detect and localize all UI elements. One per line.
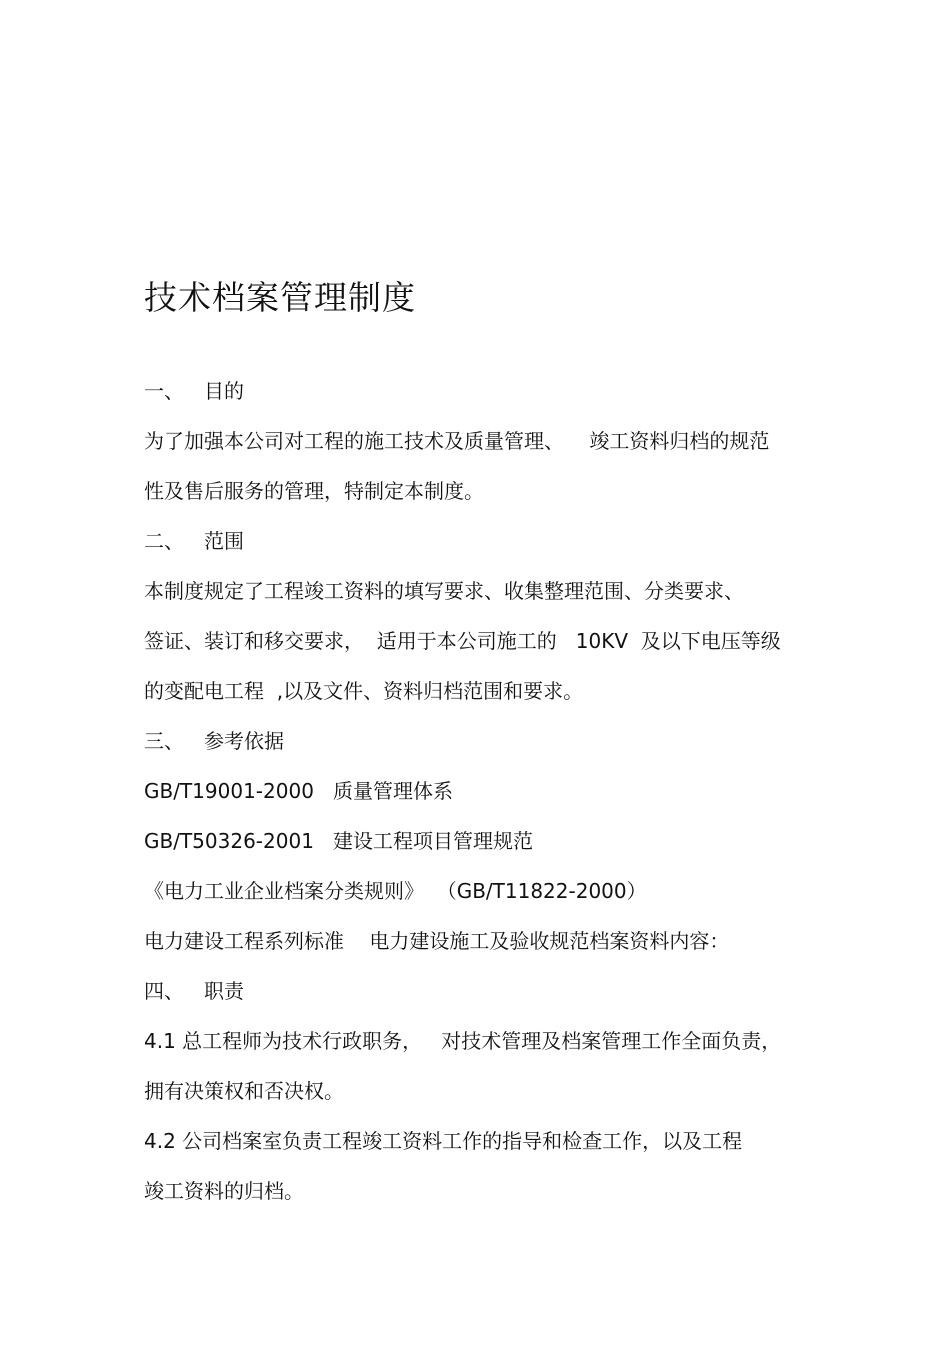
paragraph-line: 拥有决策权和否决权。 <box>144 1079 344 1103</box>
section-number: 一、 <box>144 379 184 403</box>
paragraph-line: 竣工资料的归档。 <box>144 1179 304 1203</box>
section-heading-3 <box>144 728 284 754</box>
paragraph-line: 为了加强本公司对工程的施工技术及质量管理、 竣工资料归档的规范 <box>144 429 770 453</box>
section-title: 目的 <box>204 379 244 403</box>
paragraph-line: 的变配电工程 ,以及文件、资料归档范围和要求。 <box>144 679 584 703</box>
paragraph-line: 本制度规定了工程竣工资料的填写要求、收集整理范围、分类要求、 <box>144 579 744 603</box>
section-heading-1 <box>144 378 244 404</box>
paragraph-line: 4.2 公司档案室负责工程竣工资料工作的指导和检查工作，以及工程 <box>144 1129 743 1153</box>
section-heading-2 <box>144 528 244 554</box>
section-number: 三、 <box>144 729 184 753</box>
reference-item: GB/T50326-2001 建设工程项目管理规范 <box>144 829 533 853</box>
section-title: 职责 <box>204 979 244 1003</box>
section-heading-4 <box>144 978 244 1004</box>
paragraph-line: 4.1 总工程师为技术行政职务， 对技术管理及档案管理工作全面负责， <box>144 1029 782 1053</box>
section-title: 范围 <box>204 529 244 553</box>
section-number: 二、 <box>144 529 184 553</box>
paragraph-line: 性及售后服务的管理，特制定本制度。 <box>144 479 484 503</box>
reference-item: 电力建设工程系列标准 电力建设施工及验收规范档案资料内容： <box>144 929 730 953</box>
document-title: 技术档案管理制度 <box>144 278 416 317</box>
reference-item: 《电力工业企业档案分类规则》 （GB/T11822-2000） <box>144 879 647 903</box>
section-title: 参考依据 <box>204 729 284 753</box>
paragraph-line: 签证、装订和移交要求， 适用于本公司施工的 10KV 及以下电压等级 <box>144 629 781 653</box>
section-number: 四、 <box>144 979 184 1003</box>
reference-item: GB/T19001-2000 质量管理体系 <box>144 779 453 803</box>
